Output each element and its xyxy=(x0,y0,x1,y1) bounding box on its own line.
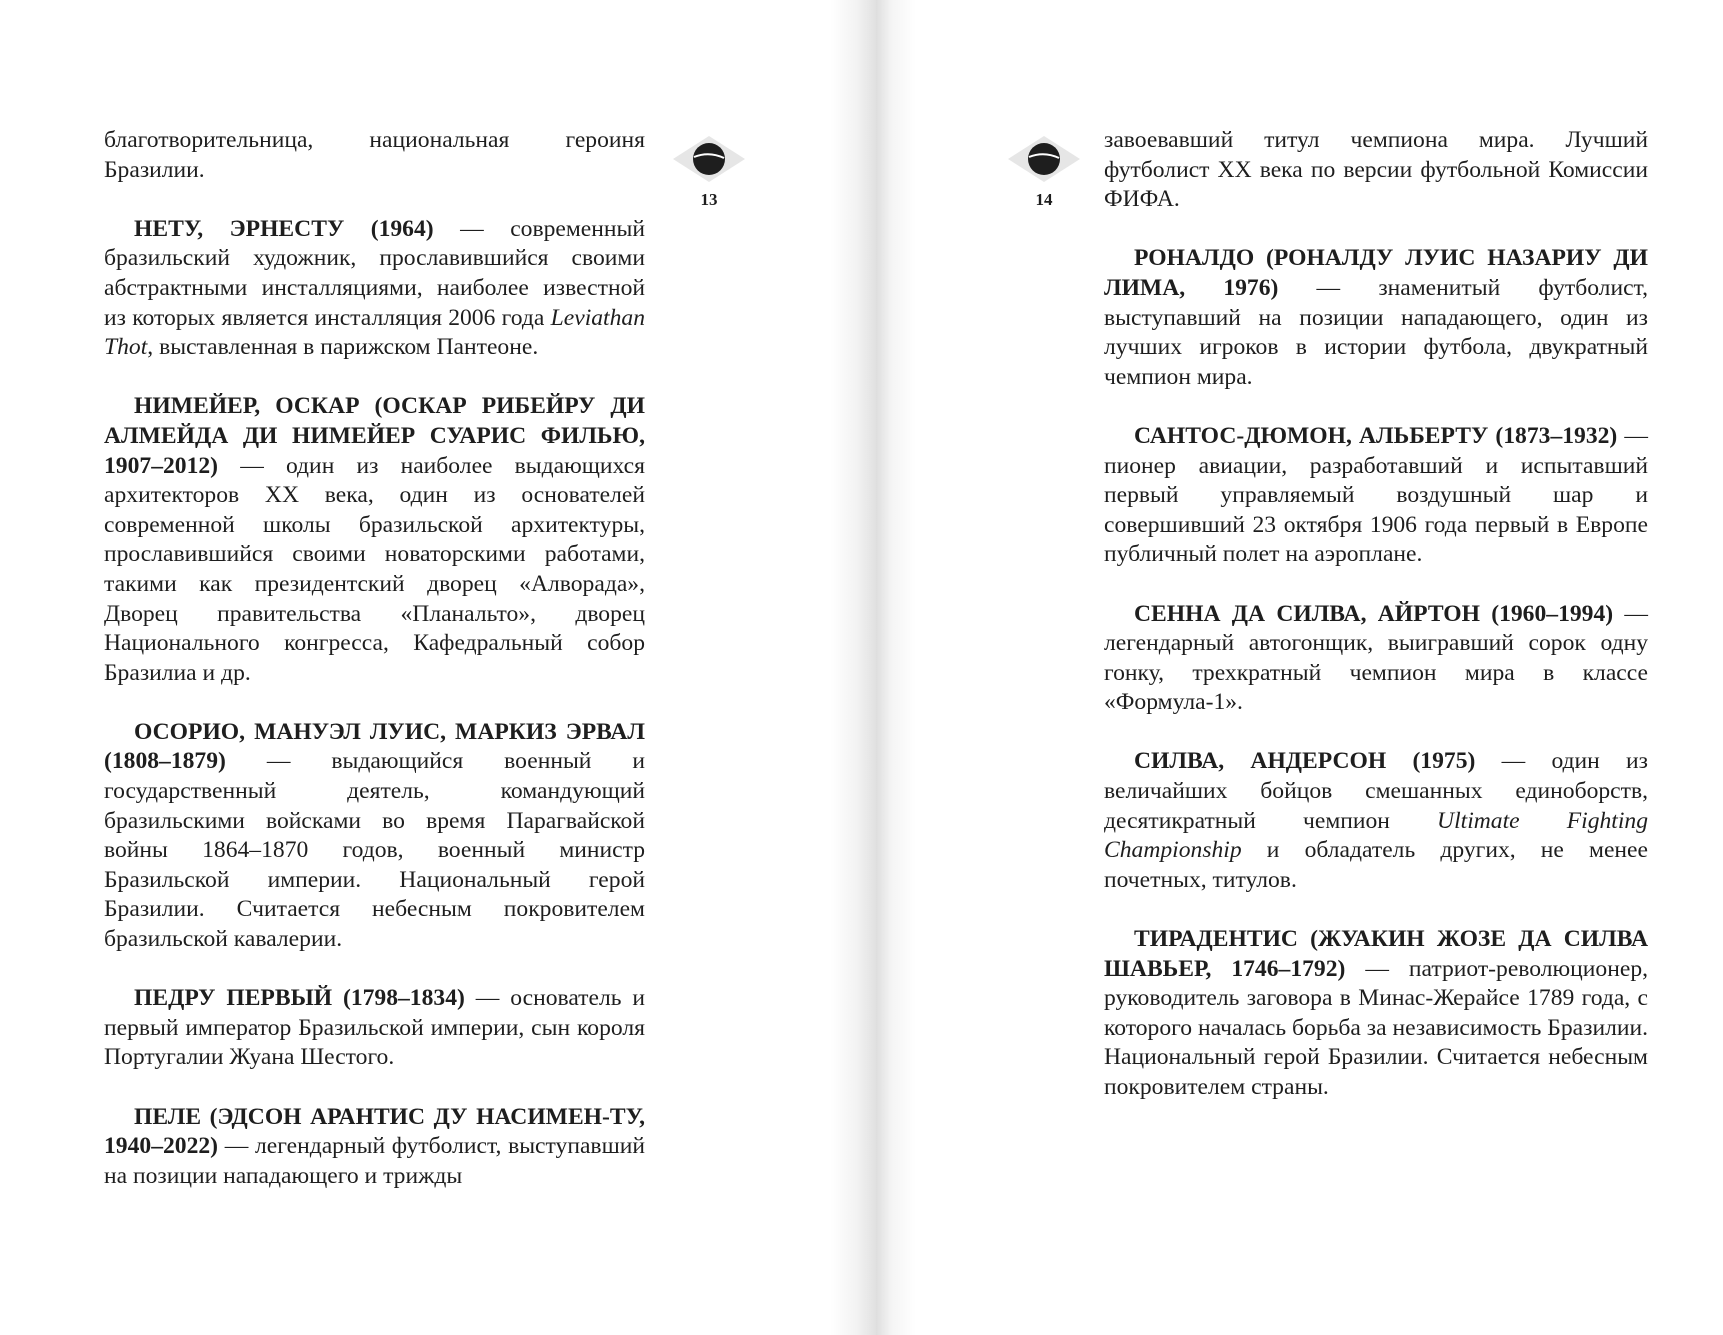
entry-headword: НЕТУ, ЭРНЕСТУ (1964) xyxy=(134,215,434,242)
page-number: 13 xyxy=(700,190,718,209)
entry-text: — патриот-революционер, руководитель заговора в Минас-Жерайсе 1789 года, с которого началась борьба за независимость Бразилии. Национальный герой Бразилии. Считается небесным покровителем страны. xyxy=(1104,955,1649,1100)
entry-headword: НИМЕЙЕР, ОСКАР (ОСКАР РИБЕЙРУ ДИ АЛМЕЙДА ДИ НИМЕЙЕР СУАРИС ФИЛЬЮ, 1907–2012) xyxy=(104,393,645,479)
right-gutter-shadow xyxy=(876,0,916,1335)
brazil-flag-emblem-icon xyxy=(671,134,747,184)
left-gutter-shadow xyxy=(830,0,876,1335)
entry-silva xyxy=(1104,747,1648,895)
entry-headword: РОНАЛДО (РОНАЛДУ ЛУИС НАЗАРИУ ДИ ЛИМА, 1976) xyxy=(1104,245,1648,301)
entry-text: — один из величайших бойцов смешанных единоборств, десятикратный чемпион xyxy=(1104,748,1648,834)
entry-santos-dumont xyxy=(1104,422,1648,570)
entry-pele xyxy=(104,1103,645,1192)
entry-text: — легендарный автогонщик, выигравший сорок одну гонку, трехкратный чемпион мира в классе «Формула-1». xyxy=(1104,600,1648,716)
entry-headword: СЕННА ДА СИЛВА, АЙРТОН (1960–1994) xyxy=(1134,600,1614,627)
right-page-marker xyxy=(1006,134,1082,210)
entry-text-end: и обладатель других, не менее почетных, титулов. xyxy=(1104,837,1648,893)
entry-osorio xyxy=(104,718,645,955)
entry-text: — выдающийся военный и государственный деятель, командующий бразильскими войсками во время Парагвайской войны 1864–1870 годов, военный министр Бразильской империи. Национальный герой Бразилии. Считается небесным покровителем бразильской кавалерии. xyxy=(104,748,645,953)
entry-headword: ПЕЛЕ (ЭДСОН АРАНТИС ДУ НАСИМЕН-ТУ, 1940–2022) xyxy=(104,1103,645,1160)
entry-italic-title: Leviathan Thot xyxy=(104,304,645,361)
entry-headword: ПЕДРУ ПЕРВЫЙ (1798–1834) xyxy=(134,985,465,1012)
entry-text: — один из наиболее выдающихся архитекторов XX века, один из основателей современной школы бразильской архитектуры, прославившийся своими новаторскими работами, такими как президентский дворец «Алворада», Дворец правительства «Планальто», дворец Национального конгресса, Кафедральный собор Бразилиа и др. xyxy=(104,452,645,686)
right-page xyxy=(876,0,1723,1335)
entry-text: — легендарный футболист, выступавший на позиции нападающего и трижды xyxy=(104,1133,645,1189)
entry-text: — современный бразильский художник, прославившийся своими абстрактными инсталляциями, наиболее известной из которых является инсталляция 2006 года xyxy=(104,215,645,331)
right-page-text xyxy=(1104,126,1648,1103)
entry-headword: СИЛВА, АНДЕРСОН (1975) xyxy=(1134,748,1476,775)
entry-niemeyer xyxy=(104,392,645,688)
entry-headword: ОСОРИО, МАНУЭЛ ЛУИС, МАРКИЗ ЭРВАЛ (1808–1879) xyxy=(104,718,645,775)
entry-text: — основатель и первый император Бразильской империи, сын короля Португалии Жуана Шестого. xyxy=(104,985,645,1071)
entry-headword: САНТОС-ДЮМОН, АЛЬБЕРТУ (1873–1932) xyxy=(1134,422,1618,449)
entry-tiradentes xyxy=(1104,925,1648,1103)
page-number: 14 xyxy=(1035,190,1053,209)
entry-pedro-i xyxy=(104,984,645,1073)
entry-italic-title: Ultimate Fighting Championship xyxy=(1104,807,1648,864)
entry-headword: ТИРАДЕНТИС (ЖУАКИН ЖОЗЕ ДА СИЛВА ШАВЬЕР, 1746–1792) xyxy=(1104,926,1648,982)
entry-text: — знаменитый футболист, выступавший на позиции нападающего, один из лучших игроков в истории футбола, двукратный чемпион мира. xyxy=(1104,274,1648,390)
left-page-marker xyxy=(671,134,747,210)
continuation-paragraph: благотворительница, национальная героиня Бразилии. xyxy=(104,127,645,183)
entry-text: — пионер авиации, разработавший и испытавший первый управляемый воздушный шар и совершивший 23 октября 1906 года первый в Европе публичный полет на аэроплане. xyxy=(1104,422,1648,568)
entry-ronaldo xyxy=(1104,244,1648,392)
entry-text-end: , выставленная в парижском Пантеоне. xyxy=(147,334,539,361)
entry-neto xyxy=(104,215,645,363)
left-page-text xyxy=(104,126,645,1191)
brazil-flag-emblem-icon xyxy=(1006,134,1082,184)
entry-senna xyxy=(1104,600,1648,718)
continuation-paragraph: завоевавший титул чемпиона мира. Лучший футболист XX века по версии футбольной Комиссии ФИФА. xyxy=(1104,127,1648,213)
